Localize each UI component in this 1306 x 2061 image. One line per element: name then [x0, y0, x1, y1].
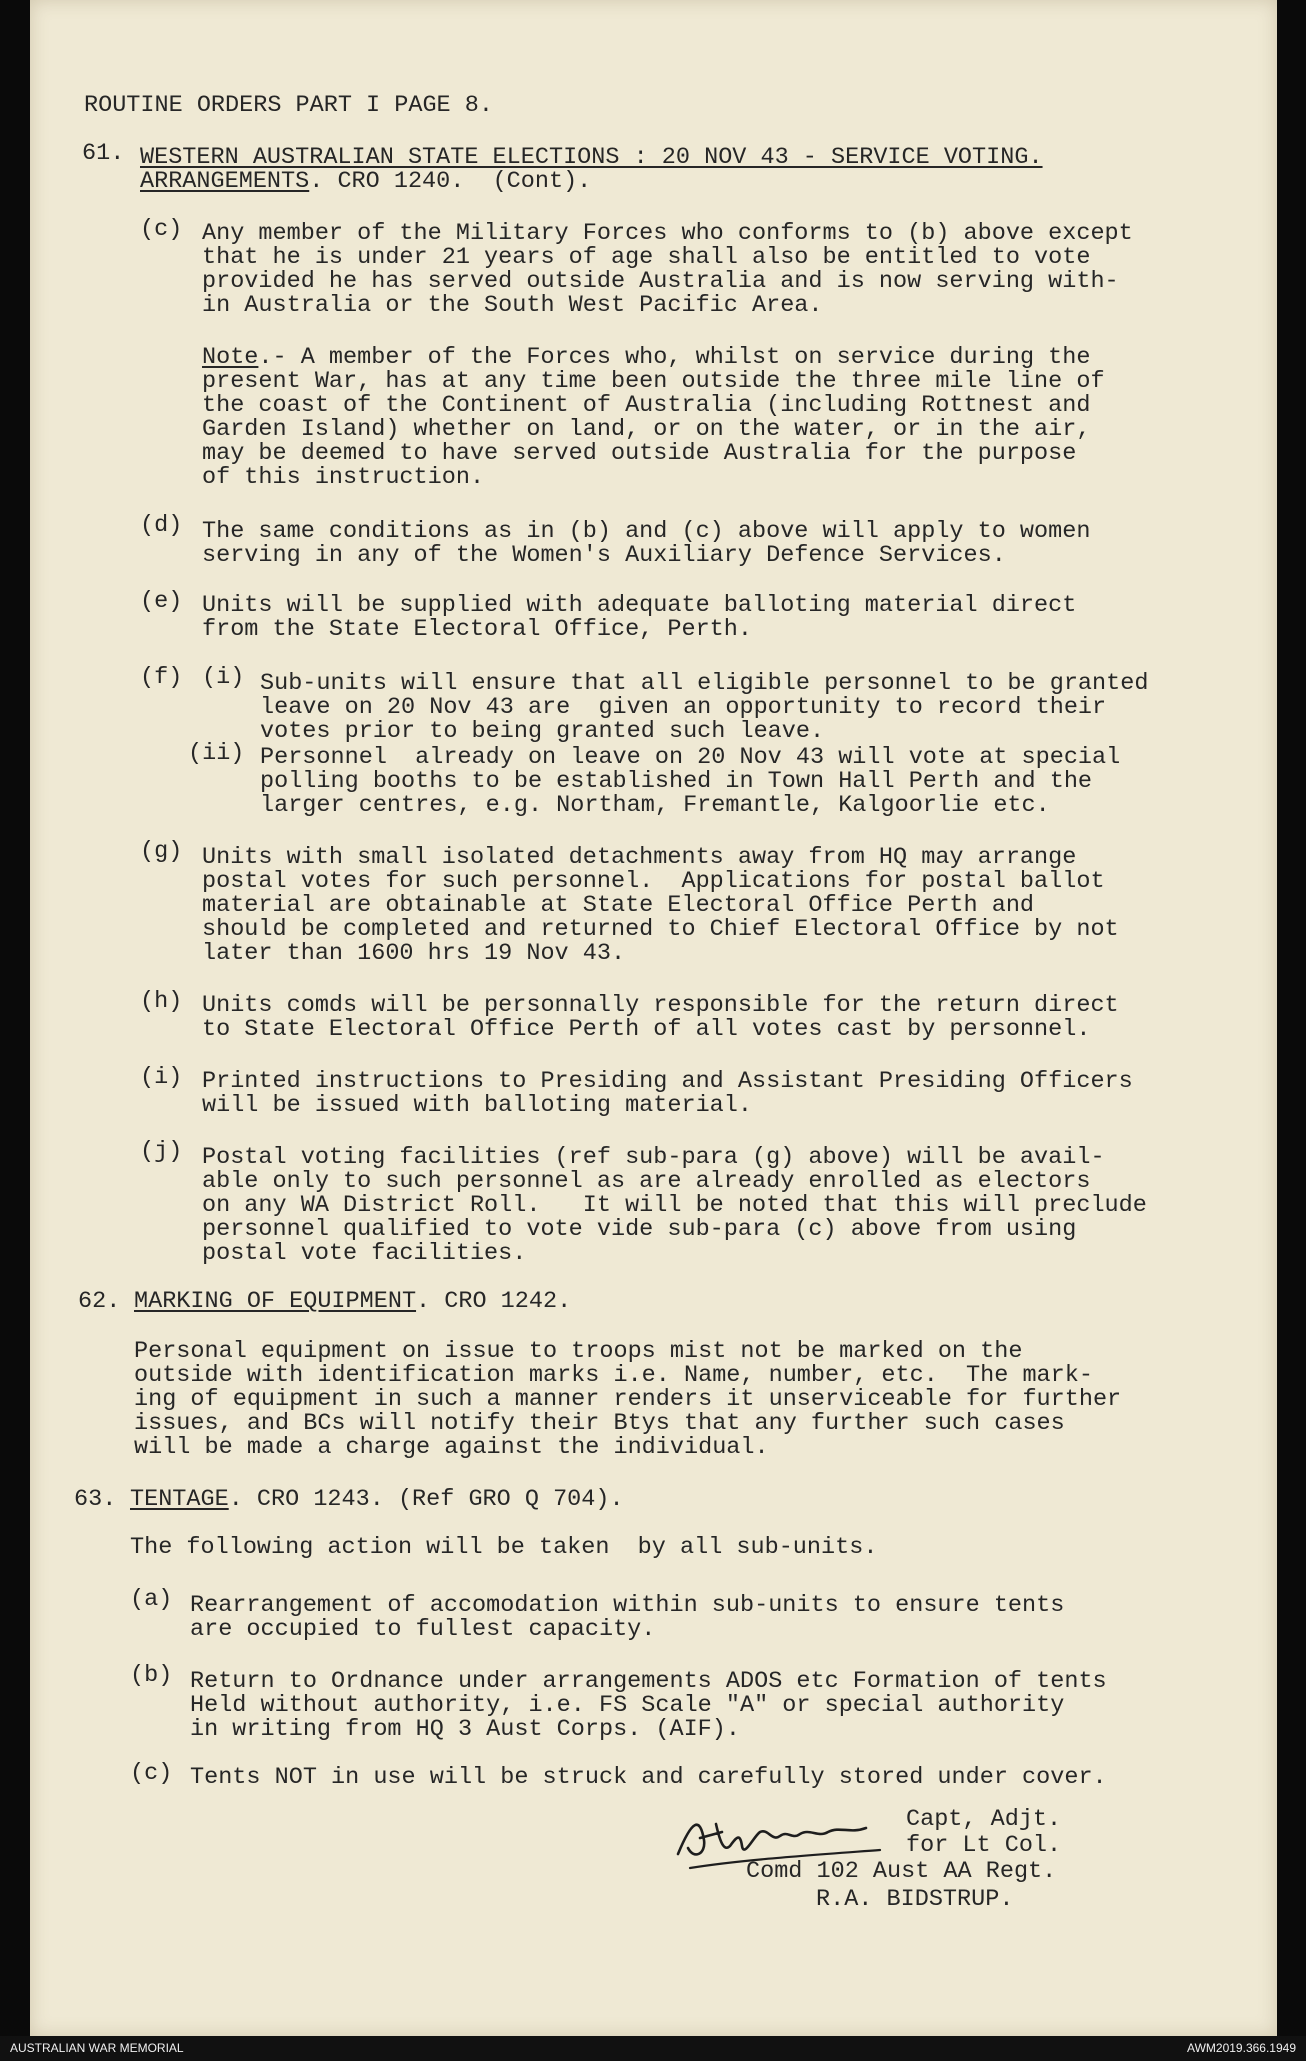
signoff-name: R.A. BIDSTRUP. — [816, 1886, 1014, 1913]
footer-id: AWM2019.366.1949 — [1187, 2041, 1296, 2055]
text-line: personnel qualified to vote vide sub-para (c) above from using — [202, 1216, 1077, 1243]
text-line: Return to Ordnance under arrangements ADOS etc Formation of tents — [190, 1668, 1107, 1695]
item-label: (e) — [140, 588, 183, 615]
text-line: to State Electoral Office Perth of all votes cast by personnel. — [202, 1016, 1091, 1043]
signoff-rank: Capt, Adjt. — [906, 1806, 1062, 1833]
section-title-rest: . CRO 1243. (Ref GRO Q 704). — [228, 1486, 624, 1513]
section-number: 62. — [78, 1288, 121, 1315]
text-line: Tents NOT in use will be struck and carefully stored under cover. — [190, 1764, 1107, 1791]
text-line: present War, has at any time been outside the three mile line of — [202, 368, 1105, 395]
subitem-label: (i) — [202, 664, 245, 691]
text-line: the coast of the Continent of Australia (including Rottnest and — [202, 392, 1091, 419]
text-line: Units comds will be personnally responsible for the return direct — [202, 992, 1119, 1019]
text-line: will be made a charge against the individual. — [134, 1434, 769, 1461]
section-title-line-2 — [140, 170, 591, 194]
text-line: Units will be supplied with adequate balloting material direct — [202, 592, 1077, 619]
text-line: leave on 20 Nov 43 are given an opportunity to record their — [260, 694, 1107, 721]
text-line: votes prior to being granted such leave. — [260, 718, 825, 745]
item-label: (h) — [140, 988, 183, 1015]
text-line: postal votes for such personnel. Applications for postal ballot — [202, 868, 1105, 895]
text-line: Personnel already on leave on 20 Nov 43 will vote at special — [260, 744, 1121, 771]
item-label: (c) — [140, 216, 183, 243]
note-line — [202, 346, 1090, 370]
text-line: material are obtainable at State Electoral Office Perth and — [202, 892, 1035, 919]
text-line: serving in any of the Women's Auxiliary Defence Services. — [202, 542, 1006, 569]
text-line: Any member of the Military Forces who conforms to (b) above except — [202, 220, 1133, 247]
item-label: (c) — [130, 1760, 173, 1787]
text-line: Garden Island) whether on land, or on the water, or in the air, — [202, 416, 1091, 443]
text-line: Sub-units will ensure that all eligible personnel to be granted — [260, 670, 1149, 697]
text-line: that he is under 21 years of age shall also be entitled to vote — [202, 244, 1091, 271]
text-line: on any WA District Roll. It will be noted that this will preclude — [202, 1192, 1147, 1219]
text-line: in writing from HQ 3 Aust Corps. (AIF). — [190, 1716, 740, 1743]
document-page — [30, 0, 1277, 2036]
section-title — [130, 1488, 624, 1512]
section-title — [134, 1290, 571, 1314]
section-number: 61. — [82, 140, 125, 167]
section-title-underlined: TENTAGE — [130, 1486, 229, 1513]
text-line: may be deemed to have served outside Australia for the purpose — [202, 440, 1077, 467]
item-label: (j) — [140, 1138, 183, 1165]
section-number: 63. — [74, 1486, 117, 1513]
item-label: (a) — [130, 1586, 173, 1613]
text-line: from the State Electoral Office, Perth. — [202, 616, 752, 643]
text-line: Held without authority, i.e. FS Scale "A" or special authority — [190, 1692, 1065, 1719]
item-label: (f) — [140, 664, 183, 691]
footer-source: AUSTRALIAN WAR MEMORIAL — [10, 2041, 184, 2055]
text-line: The same conditions as in (b) and (c) above will apply to women — [202, 518, 1091, 545]
text-line: postal vote facilities. — [202, 1240, 527, 1267]
item-label: (d) — [140, 512, 183, 539]
text-line: should be completed and returned to Chief Electoral Office by not — [202, 916, 1119, 943]
text-line: Postal voting facilities (ref sub-para (g) above) will be avail- — [202, 1144, 1105, 1171]
text-line: Rearrangement of accomodation within sub-units to ensure tents — [190, 1592, 1065, 1619]
item-label: (i) — [140, 1064, 183, 1091]
section-title: WESTERN AUSTRALIAN STATE ELECTIONS : 20 NOV 43 - SERVICE VOTING. — [140, 144, 1043, 171]
text-line: larger centres, e.g. Northam, Fremantle, Kalgoorlie etc. — [260, 792, 1050, 819]
note-label: Note — [202, 344, 259, 371]
text-line: polling booths to be established in Town Hall Perth and the — [260, 768, 1093, 795]
section-intro: The following action will be taken by all sub-units. — [130, 1534, 878, 1561]
text-line: ing of equipment in such a manner renders it unserviceable for further — [134, 1386, 1122, 1413]
text-line: Printed instructions to Presiding and Assistant Presiding Officers — [202, 1068, 1133, 1095]
text-line: of this instruction. — [202, 464, 485, 491]
signoff-for: for Lt Col. — [906, 1832, 1062, 1859]
text-line: in Australia or the South West Pacific Area. — [202, 292, 823, 319]
section-title-underlined: MARKING OF EQUIPMENT — [134, 1288, 417, 1315]
section-title-underlined: ARRANGEMENTS — [140, 168, 310, 195]
page-header: ROUTINE ORDERS PART I PAGE 8. — [84, 92, 493, 119]
text-line: issues, and BCs will notify their Btys that any further such cases — [134, 1410, 1065, 1437]
subitem-label: (ii) — [188, 740, 245, 767]
text-line: outside with identification marks i.e. Name, number, etc. The mark- — [134, 1362, 1093, 1389]
section-title-rest: . CRO 1240. (Cont). — [309, 168, 592, 195]
archive-footer — [0, 2036, 1306, 2061]
section-title-rest: . CRO 1242. — [416, 1288, 572, 1315]
item-label: (g) — [140, 838, 183, 865]
text-line: will be issued with balloting material. — [202, 1092, 752, 1119]
text-line: provided he has served outside Australia and is now serving with- — [202, 268, 1119, 295]
signoff-unit: Comd 102 Aust AA Regt. — [746, 1858, 1057, 1885]
text-line: Personal equipment on issue to troops mist not be marked on the — [134, 1338, 1023, 1365]
text-line: .- A member of the Forces who, whilst on service during the — [258, 344, 1091, 371]
text-line: later than 1600 hrs 19 Nov 43. — [202, 940, 626, 967]
item-label: (b) — [130, 1662, 173, 1689]
text-line: able only to such personnel as are already enrolled as electors — [202, 1168, 1091, 1195]
text-line: are occupied to fullest capacity. — [190, 1616, 656, 1643]
text-line: Units with small isolated detachments away from HQ may arrange — [202, 844, 1077, 871]
